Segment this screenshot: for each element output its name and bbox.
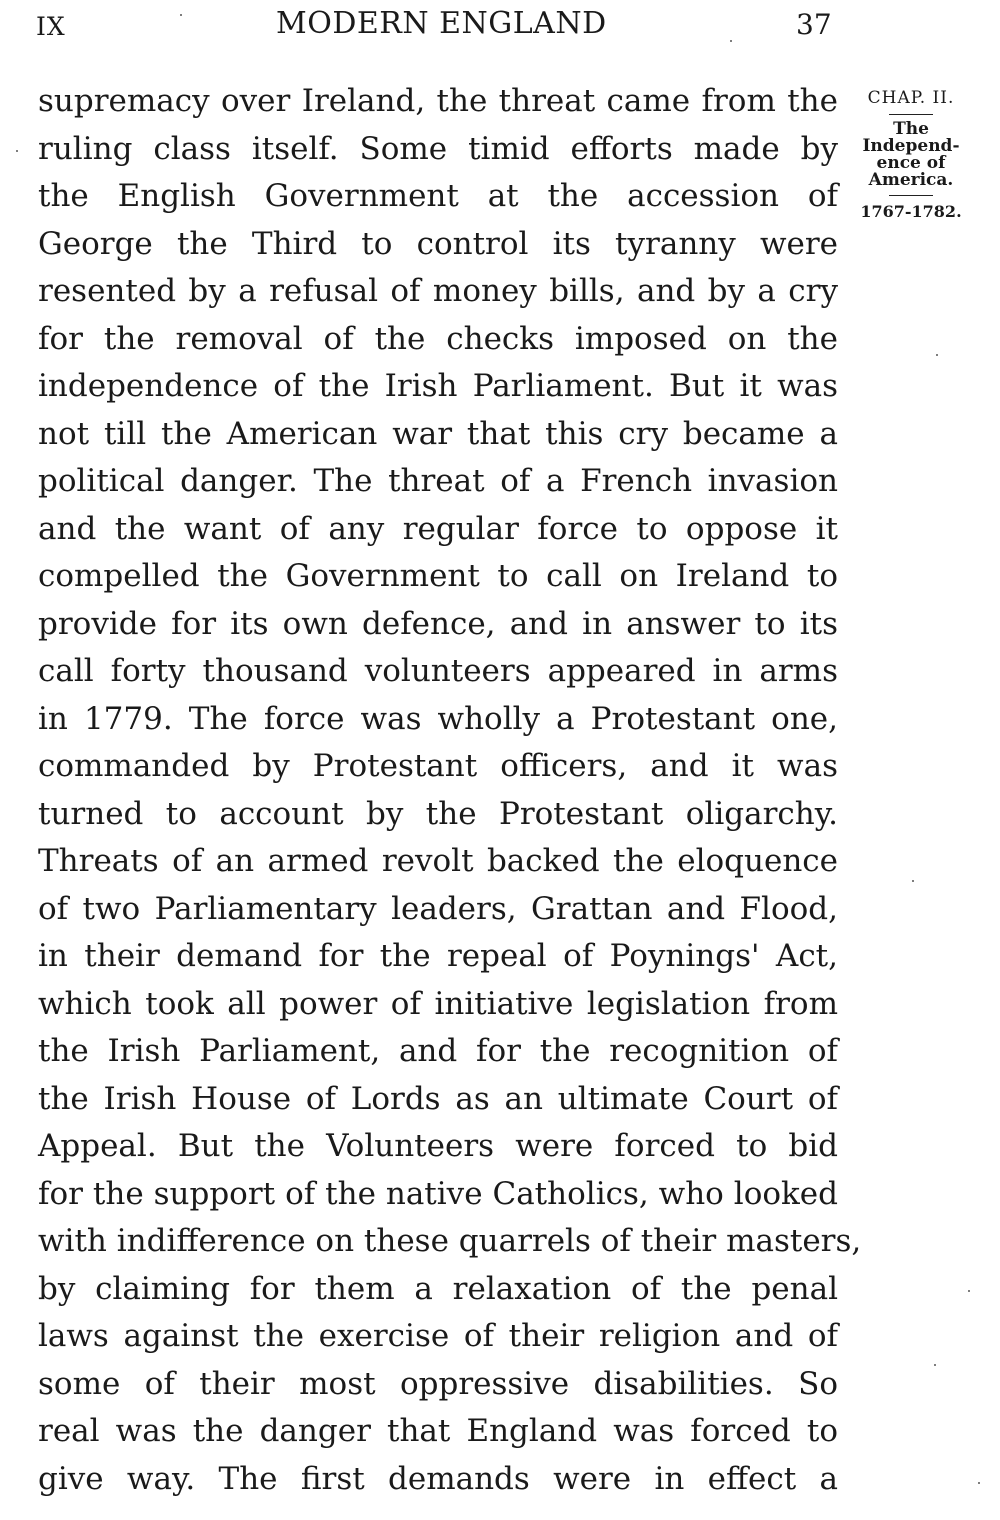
margin-note-subject-line: The: [893, 119, 929, 139]
margin-note-subject: [852, 121, 970, 189]
body-line: in 1779. The force was wholly a Protestant one,: [38, 700, 838, 737]
scan-speck: [934, 1364, 936, 1366]
body-line: in their demand for the repeal of Poynings' Act,: [38, 938, 838, 974]
body-line: political danger. The threat of a French invasion: [38, 463, 838, 499]
body-line: real was the danger that England was forced to: [38, 1413, 838, 1449]
scan-speck: [16, 150, 18, 152]
body-line: independence of the Irish Parliament. But it was: [38, 368, 838, 404]
body-line: of two Parliamentary leaders, Grattan and Flood,: [38, 890, 838, 927]
body-line: commanded by Protestant officers, and it was: [38, 748, 838, 784]
body-line: with indifference on these quarrels of their masters,: [38, 1223, 862, 1259]
scan-speck: [936, 354, 938, 356]
body-line: and the want of any regular force to oppose it: [38, 510, 838, 547]
body-line: turned to account by the Protestant oligarchy.: [38, 795, 838, 832]
running-head-chapter: IX: [36, 12, 66, 41]
scan-speck: [978, 1482, 980, 1484]
body-line: give way. The first demands were in effect a: [38, 1460, 838, 1497]
scan-speck: [912, 880, 914, 882]
body-line: for the removal of the checks imposed on the: [38, 320, 838, 357]
margin-note-subject-line: America.: [868, 170, 954, 190]
page-number: 37: [796, 8, 832, 41]
body-line: supremacy over Ireland, the threat came from the: [38, 83, 838, 119]
body-line: the Irish House of Lords as an ultimate Court of: [38, 1080, 838, 1117]
margin-note-rule: [889, 195, 933, 196]
margin-note-subject-line: Independ-: [862, 136, 960, 156]
body-line: George the Third to control its tyranny were: [38, 225, 838, 262]
body-line: Threats of an armed revolt backed the eloquence: [38, 843, 838, 879]
body-text: [38, 78, 862, 1503]
margin-note: [852, 88, 970, 221]
running-head: [0, 4, 1000, 44]
body-line: call forty thousand volunteers appeared in arms: [38, 653, 838, 689]
body-line: by claiming for them a relaxation of the penal: [38, 1270, 838, 1307]
margin-note-chapter: CHAP. II.: [867, 88, 955, 108]
body-line: provide for its own defence, and in answer to its: [38, 605, 838, 642]
body-line: laws against the exercise of their religion and of: [38, 1318, 838, 1354]
margin-note-rule: [889, 114, 933, 115]
scan-speck: [968, 1290, 970, 1292]
scan-speck: [730, 40, 732, 42]
margin-note-dates: 1767-1782.: [860, 202, 962, 221]
body-line: some of their most oppressive disabilities. So: [38, 1365, 838, 1402]
running-head-title: MODERN ENGLAND: [276, 6, 607, 41]
margin-note-subject-line: ence of: [876, 153, 946, 173]
scan-speck: [180, 14, 182, 16]
body-line: compelled the Government to call on Ireland to: [38, 558, 838, 594]
body-line: the Irish Parliament, and for the recognition of: [38, 1033, 838, 1069]
body-line: not till the American war that this cry became a: [38, 415, 838, 452]
body-line: ruling class itself. Some timid efforts made by: [38, 130, 838, 167]
body-line: Appeal. But the Volunteers were forced to bid: [38, 1128, 838, 1164]
body-line: which took all power of initiative legislation from: [38, 985, 838, 1022]
body-line: the English Government at the accession of: [38, 178, 838, 214]
body-line: for the support of the native Catholics, who looked: [38, 1175, 838, 1212]
body-line: resented by a refusal of money bills, and by a cry: [38, 273, 838, 309]
